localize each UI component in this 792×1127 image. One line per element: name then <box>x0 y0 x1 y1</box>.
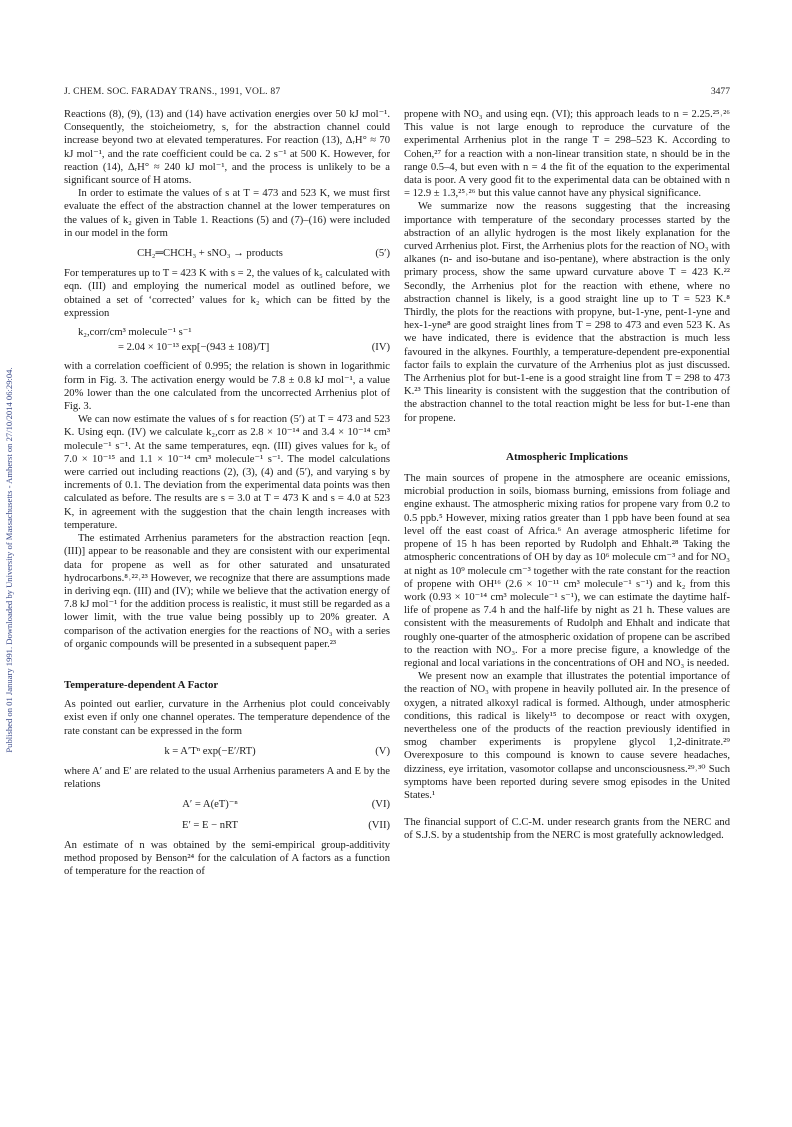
paragraph: propene with NO₃ and using eqn. (VI); this approach leads to n = 2.25.²⁵˒²⁶ This value is not large enough to reproduce the curvature of the experimental Arrhenius plot in the range T = 298–523 K. According to Cohen,²⁷ for a reaction with a non-linear transition state, n should be in the range 0.5–4, but even with n = 4 the fit of the equation to the experimental data is poor. A very good fit to the experimental data can be obtained with n = 12.9 ± 1.3,²⁵˒²⁶ but this value cannot have any physical significance. <box>404 109 730 200</box>
equation-text: E′ = E − nRT <box>182 819 238 831</box>
paragraph: with a correlation coefficient of 0.995; the relation is shown in logarithmic form in Fig. 3. The activation energy would be 7.8 ± 0.8 kJ mol⁻¹, a value 20% lower than the one calculated from the uncorrected Arrhenius plot of Fig. 3. <box>64 361 390 413</box>
paragraph: We summarize now the reasons suggesting that the increasing importance with temperature of the secondary processes started by the abstraction of an allylic hydrogen is the most likely explanation for the curved Arrhenius plot. First, the Arrhenius plots for the reaction of NO₃ with alkanes (n- and iso-butane and iso-pentane), where abstraction is the only primary process, show the same upward curvature above T = 423 K.²² Secondly, the Arrhenius plot for the reaction with ethene, where no abstraction channel is likely, is a good straight line up to T = 523 K.⁸ Thirdly, the plots for the reactions with propyne, but-1-yne, pent-1-yne and hex-1-yne⁸ are good straight lines from T = 298 to 473 and even 523 K. As we have indicated, there is evidence that the abstraction is much less favoured in the alkynes. Fourthly, a temperature-dependent pre-exponential factor fails to explain the curvature of the Arrhenius plot as just discussed. The Arrhenius plot for but-1-ene is a good straight line from T = 298 to 473 K.²³ This linearity is consistent with the suggestion that the contribution of the abstraction channel to the total reaction might be less for but-1-ene than for propene. <box>404 201 730 424</box>
download-watermark <box>2 180 16 940</box>
paragraph: An estimate of n was obtained by the semi-empirical group-additivity method proposed by Benson²⁴ for the calculation of A factors as a function of temperature for the reaction of <box>64 839 390 878</box>
paragraph: In order to estimate the values of s at T = 473 and 523 K, we must first evaluate the effect of the abstraction channel at the lower temperatures on the values of k₂ given in Table 1. Reactions (5) and (7)–(16) were included in our model in the form <box>64 188 390 239</box>
left-column <box>64 108 390 878</box>
paragraph: As pointed out earlier, curvature in the Arrhenius plot could conceivably exist even if only one channel operates. The temperature dependence of the rate constant can be expressed in the form <box>64 699 390 737</box>
equation-VI <box>64 798 390 811</box>
paragraph: where A′ and E′ are related to the usual Arrhenius parameters A and E by the relations <box>64 765 390 791</box>
equation-number: (VII) <box>368 819 390 831</box>
running-header: J. CHEM. SOC. FARADAY TRANS., 1991, VOL. 87 <box>64 86 281 97</box>
paragraph: Reactions (8), (9), (13) and (14) have activation energies over 50 kJ mol⁻¹. Consequently, the stoicheiometry, s, for the abstraction channel could increase beyond two at elevated temperatures. For reaction (13), ΔᵣH° ≈ 70 kJ mol⁻¹, and the rate coefficient could be ca. 2 s⁻¹ at 500 K. However, for reaction (14), ΔᵣH° ≈ 240 kJ mol⁻¹, and the process is unlikely to be a significant source of H atoms. <box>64 109 390 187</box>
equation-V <box>64 745 390 758</box>
paragraph: We can now estimate the values of s for reaction (5′) at T = 473 and 523 K. Using eqn. (IV) we calculate k₂,corr as 2.8 × 10⁻¹⁴ and 3.4 × 10⁻¹⁴ cm³ molecule⁻¹ s⁻¹. At the same temperatures, eqn. (III) gives values for k₅ of 7.0 × 10⁻¹⁵ and 1.1 × 10⁻¹⁴ cm³ molecule⁻¹ s⁻¹. The model calculations were carried out including reactions (2), (3), (4) and (5′), and varying s by increments of 0.1. The deviation from the experimental data points was then calculated as before. The results are s = 3.0 at T = 473 K and s = 4.0 at 523 K, in agreement with the suggestion that the chain length increases with temperature. <box>64 414 390 531</box>
equation-VII <box>64 819 390 832</box>
right-column <box>404 108 730 843</box>
equation-number: (V) <box>375 745 390 757</box>
equation-text: A′ = A(eT)⁻ⁿ <box>182 799 238 811</box>
equation-text: = 2.04 × 10⁻¹³ exp[−(943 ± 108)/T] <box>118 342 270 354</box>
watermark-text: Published on 01 January 1991. Downloaded by University of Massachusetts - Amherst on 27/10/2014 06:29:04. <box>4 367 14 753</box>
equation-5prime <box>64 247 390 260</box>
section-heading: Temperature-dependent A Factor <box>64 678 219 691</box>
paragraph: For temperatures up to T = 423 K with s = 2, the values of k₅ calculated with eqn. (III) and employing the numerical model as outlined before, we obtained a set of ‘corrected’ values for k₂ which can be fitted by the expression <box>64 268 390 319</box>
section-heading: Atmospheric Implications <box>506 450 628 463</box>
equation-number: (5′) <box>375 248 390 260</box>
equation-IV <box>64 326 390 354</box>
equation-text: CH₂═CHCH₃ + sNO₃ → products <box>137 248 283 260</box>
equation-text: k₂,corr/cm³ molecule⁻¹ s⁻¹ <box>78 327 192 339</box>
acknowledgement: The financial support of C.C-M. under research grants from the NERC and of S.J.S. by a studentship from the NERC is most gratefully acknowledged. <box>404 817 730 842</box>
paragraph: The estimated Arrhenius parameters for the abstraction reaction [eqn. (III)] appear to be reasonable and they are consistent with our experimental data for propene as well as for other saturated and unsaturated hydrocarbons.⁸˒²²˒²³ However, we recognize that there are assumptions made in deriving eqn. (III) and (IV); while we believe that the activation energy of 7.8 kJ mol⁻¹ for the addition process is realistic, it must still be regarded as a lower limit, with the true value being possibly up to 20% greater. A comparison of the activation energies for the reactions of NO₃ with a series of organic compounds will be presented in a subsequent paper.²³ <box>64 533 390 650</box>
paragraph: The main sources of propene in the atmosphere are oceanic emissions, microbial production in soils, biomass burning, emissions from foliage and engine exhaust. The atmospheric mixing ratios for propene vary from 0.2 to 0.5 ppb.⁵ However, mixing ratios greater than 1 ppb have been found at sea level off the east coast of Africa.⁶ An average atmospheric lifetime for propene of 15 h has been reported by Rudolph and Ehhalt.²⁸ Taking the atmospheric concentrations of OH by day as 10⁶ molecule cm⁻³ and for NO₃ at night as 10⁹ molecule cm⁻³ together with the rate constant for the reaction of propene with OH¹⁶ (2.6 × 10⁻¹¹ cm³ molecule⁻¹ s⁻¹) and k₂ from this work (0.93 × 10⁻¹⁴ cm³ molecule⁻¹ s⁻¹), we can estimate the daytime half-life of propene as 7.4 h and the half-life by night as 21 h. These values are consistent with the measurements of Rudolph and Ehhalt and indicate that roughly one-quarter of the atmospheric oxidation of propene can be ascribed to the reaction with NO₃. For a more precise figure, a knowledge of the regional and local variations in the concentrations of OH and NO₃ is needed. <box>404 473 730 669</box>
paragraph: We present now an example that illustrates the potential importance of the reaction of NO₃ with propene in heavily polluted air. In the presence of oxygen, a nitrated alkoxyl radical is formed. Although, under atmospheric conditions, this radical is likely¹⁵ to decompose or react with oxygen, nevertheless one of the products of the reaction previously identified in smog chamber experiments is propylene glycol 1,2-dinitrate.²⁹ Overexposure to this compound is known to cause severe headaches, dizziness, eye irritation, vasomotor collapse and unconsciousness.²⁹˒³⁰ Such symptoms have been reported during severe smog episodes in the United States.¹ <box>404 671 730 801</box>
equation-number: (IV) <box>371 342 390 354</box>
equation-number: (VI) <box>371 799 390 811</box>
page-number: 3477 <box>710 86 730 97</box>
equation-text: k = A′Tⁿ exp(−E′/RT) <box>164 745 256 757</box>
